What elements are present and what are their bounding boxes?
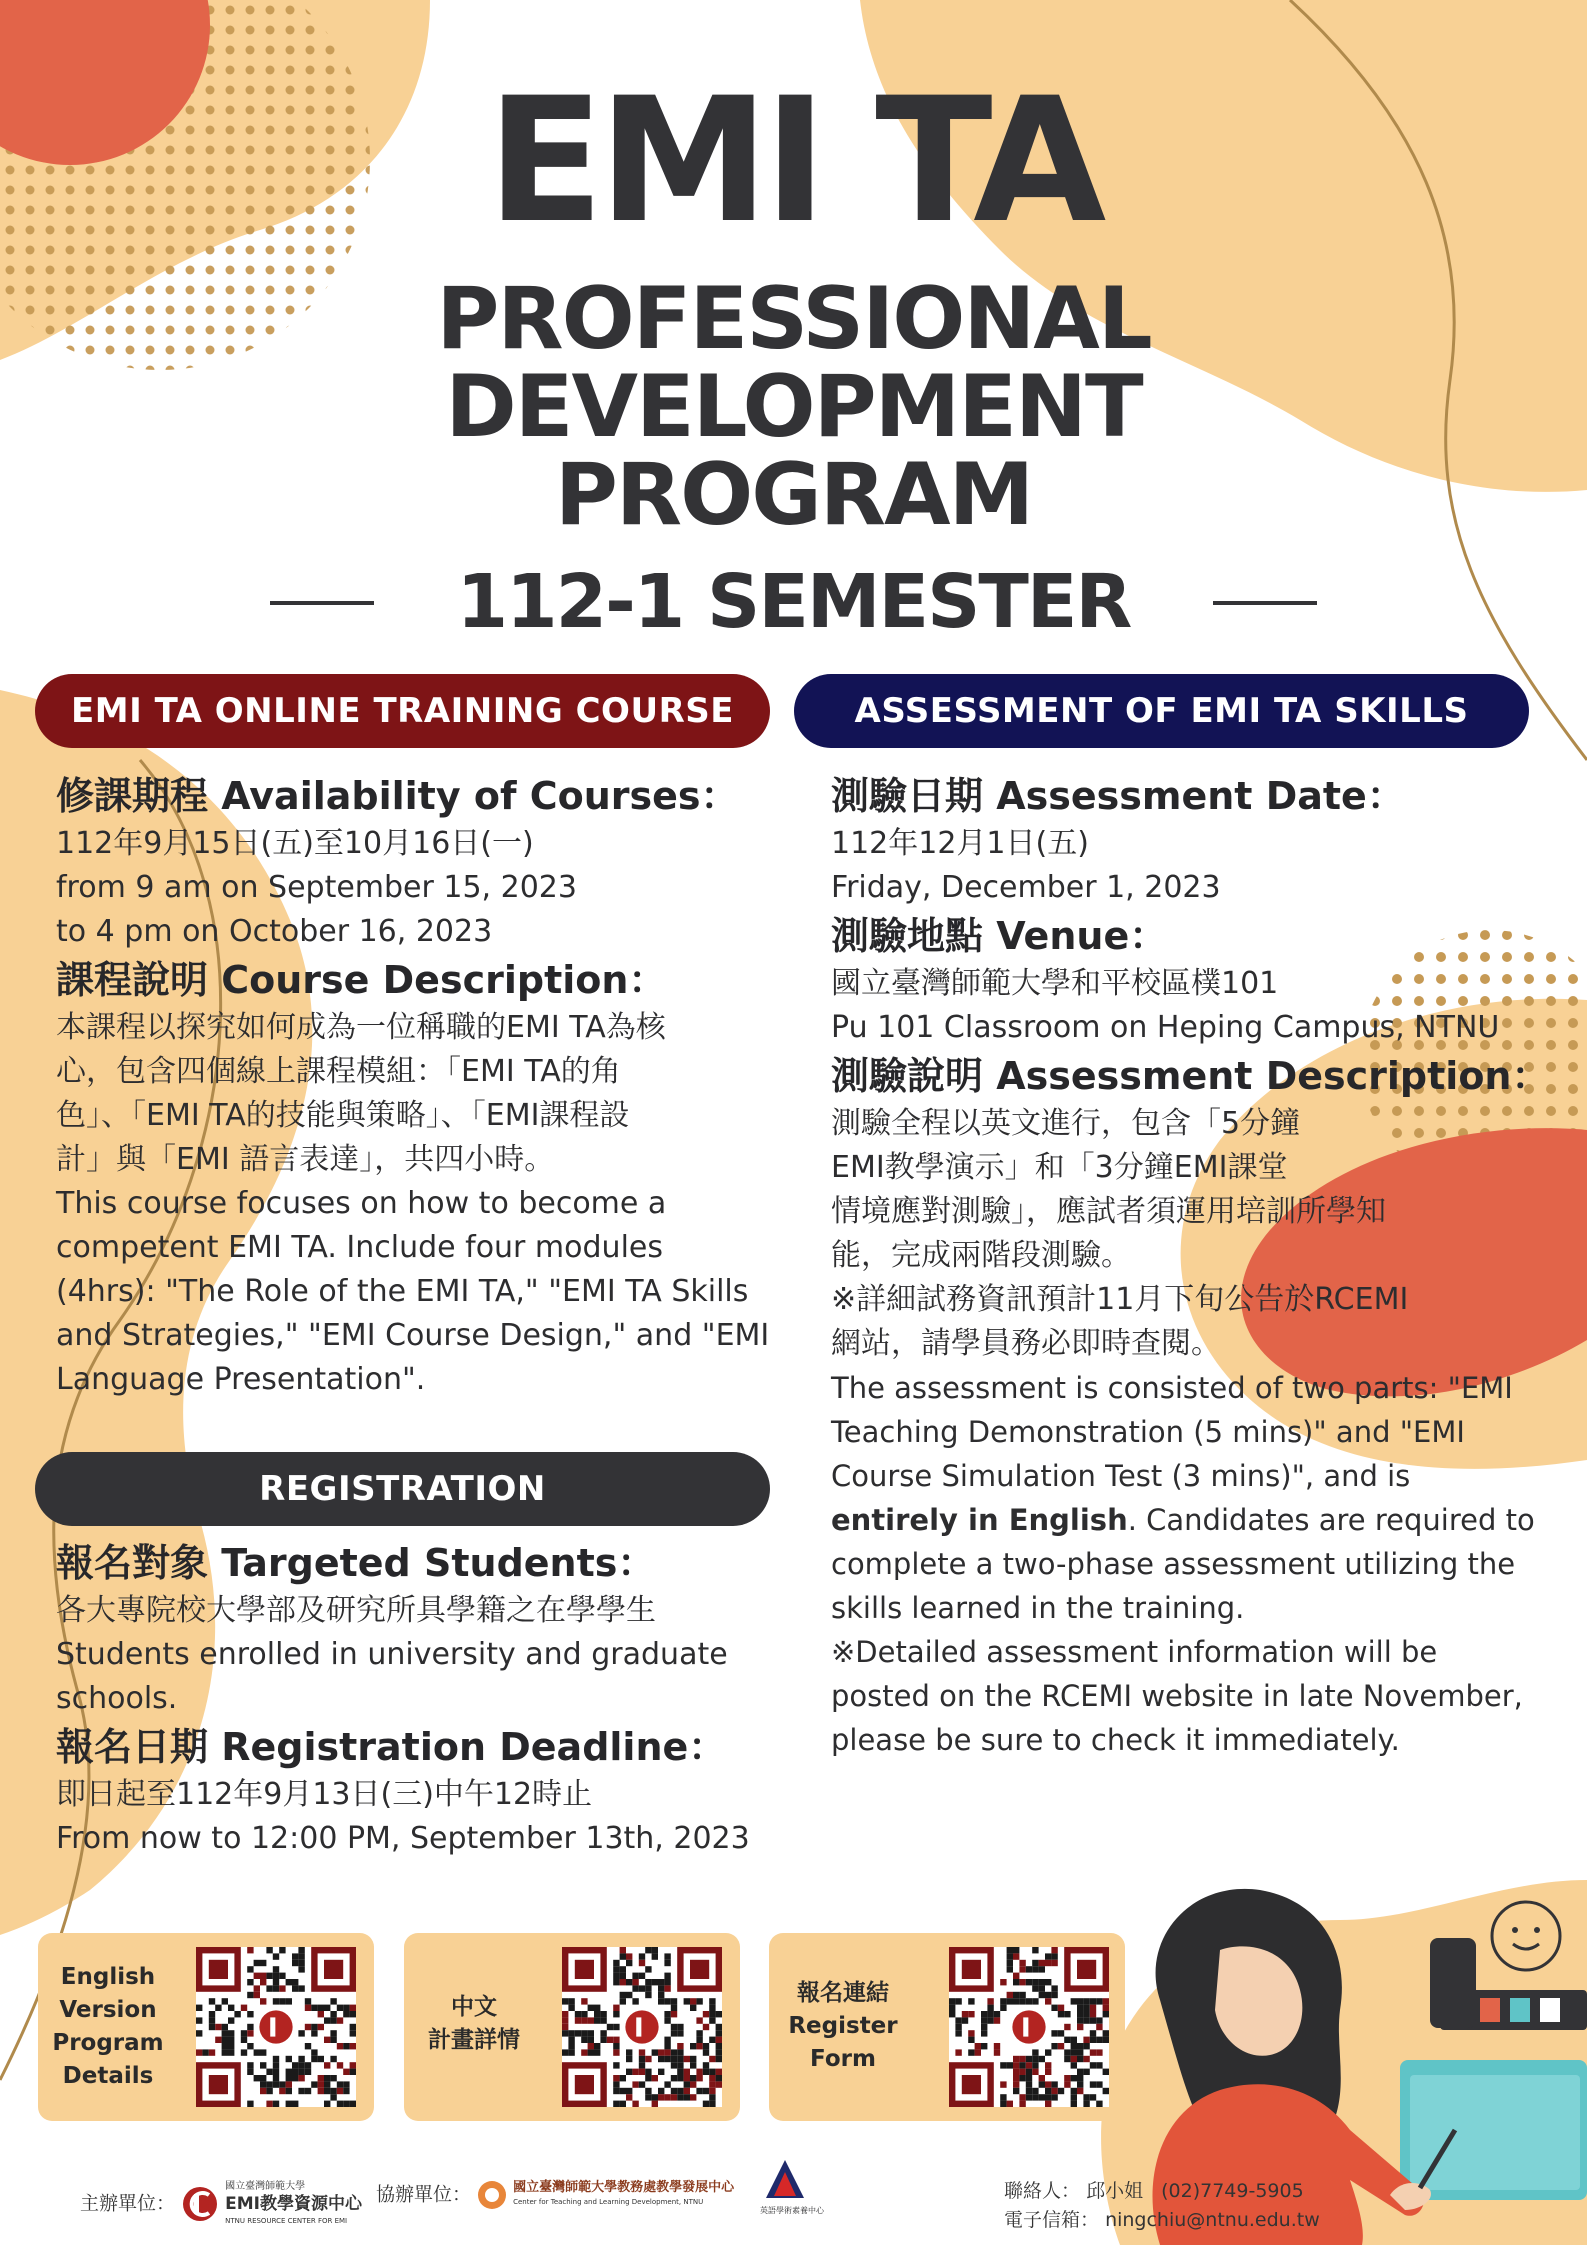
registration-deadline-en: From now to 12:00 PM, September 13th, 2023 — [56, 1821, 750, 1856]
assessment-description-en-line: complete a two-phase assessment utilizing the — [831, 1547, 1516, 1581]
targeted-students-zh: 各大專院校大學部及研究所具學籍之在學學生 — [56, 1593, 656, 1628]
organizer-en: NTNU RESOURCE CENTER FOR EMI — [225, 2217, 348, 2225]
training-course-pill: EMI TA ONLINE TRAINING COURSE — [35, 674, 770, 748]
title-line-program: PROGRAM — [554, 445, 1033, 545]
phone-icon — [1430, 1938, 1476, 2028]
email-label: 電子信箱： — [1004, 2209, 1100, 2231]
organizer-block — [80, 2180, 362, 2228]
assessment-date-zh: 112年12月1日(五) — [831, 826, 1089, 861]
assessment-description-en-line: posted on the RCEMI website in late November, — [831, 1679, 1523, 1713]
course-description-en-line: competent EMI TA. Include four modules — [56, 1230, 663, 1265]
assessment-description-en-line: Course Simulation Test (3 mins)", and is — [831, 1459, 1411, 1493]
rcemi-logo — [181, 2185, 219, 2223]
assessment-description-en-line: ※Detailed assessment information will be — [831, 1635, 1438, 1669]
availability-zh: 112年9月15日(五)至10月16日(一) — [56, 826, 534, 861]
venue-zh: 國立臺灣師範大學和平校區樸101 — [831, 966, 1279, 1001]
course-description-zh-line: 本課程以探究如何成為一位稱職的EMI TA為核 — [56, 1010, 666, 1045]
registration-deadline-zh: 即日起至112年9月13日(三)中午12時止 — [56, 1777, 593, 1812]
assessment-description-heading: 測驗說明 Assessment Description： — [831, 1054, 1550, 1098]
assessment-date-en: Friday, December 1, 2023 — [831, 870, 1221, 905]
coorganizer-label: 協辦單位： — [376, 2183, 472, 2206]
assessment-description-en-line: skills learned in the training. — [831, 1591, 1245, 1625]
ctld-logo — [477, 2180, 507, 2210]
smiley-face-icon — [1492, 1902, 1560, 1970]
course-description-zh-line: 計」與「EMI 語言表達」，共四小時。 — [56, 1142, 555, 1177]
venue-en: Pu 101 Classroom on Heping Campus, NTNU — [831, 1010, 1500, 1045]
elsa-name: 英語學術素養中心 — [760, 2206, 824, 2215]
course-description-zh-line: 色」、「EMI TA的技能與策略」、「EMI課程設 — [56, 1098, 630, 1133]
assessment-date-heading: 測驗日期 Assessment Date： — [831, 774, 1405, 818]
assessment-description-zh-line: ※詳細試務資訊預計11月下旬公告於RCEMI — [831, 1282, 1409, 1317]
organizer-university: 國立臺灣師範大學 — [225, 2181, 306, 2192]
assessment-description-en-line — [831, 1498, 1571, 1542]
elsa-logo — [760, 2158, 824, 2216]
qr-card-register-label: 報名連結 Register Form — [788, 1980, 898, 2072]
availability-en-end: to 4 pm on October 16, 2023 — [56, 914, 493, 949]
semester-label: 112-1 SEMESTER — [456, 559, 1131, 645]
registration-pill: REGISTRATION — [35, 1452, 770, 1526]
assessment-description-en-line: please be sure to check it immediately. — [831, 1723, 1400, 1757]
course-description-en-line: and Strategies," "EMI Course Design," and "EMI — [56, 1318, 770, 1353]
email-line — [1004, 2207, 1320, 2233]
qr-card-register[interactable] — [769, 1933, 1125, 2121]
availability-heading: 修課期程 Availability of Courses： — [56, 774, 739, 818]
registration-deadline-heading: 報名日期 Registration Deadline： — [56, 1725, 727, 1769]
assessment-pill: ASSESSMENT OF EMI TA SKILLS — [794, 674, 1529, 748]
qr-card-chinese-label: 中文 計畫詳情 — [428, 1994, 520, 2053]
coorganizer-en: Center for Teaching and Learning Development, NTNU — [513, 2198, 704, 2206]
entirely-in-english: entirely in English — [831, 1503, 1128, 1537]
course-description-zh-line: 心，包含四個線上課程模組：「EMI TA的角 — [56, 1054, 621, 1089]
assessment-description-en-line: The assessment is consisted of two parts: "EMI — [831, 1371, 1513, 1405]
assessment-description-zh-line: 網站，請學員務必即時查閱。 — [831, 1326, 1221, 1361]
training-section — [56, 770, 786, 1402]
title-line-development: DEVELOPMENT — [445, 357, 1142, 457]
availability-en-start: from 9 am on September 15, 2023 — [56, 870, 577, 905]
venue-heading: 測驗地點 Venue： — [831, 914, 1168, 958]
semester-rule-right — [1213, 601, 1317, 605]
qr-card-english-label: English Version Program Details — [52, 1964, 164, 2089]
assessment-description-zh-line: 測驗全程以英文進行，包含「5分鐘 — [831, 1106, 1301, 1141]
coorganizer-name: 國立臺灣師範大學教務處教學發展中心 — [513, 2180, 735, 2195]
organizer-label: 主辦單位： — [80, 2192, 176, 2215]
contact-line — [1004, 2178, 1304, 2204]
qr-card-english[interactable] — [38, 1933, 374, 2121]
qr-card-chinese[interactable] — [404, 1933, 740, 2121]
qr-code-register-icon[interactable] — [949, 1947, 1109, 2107]
contact-label: 聯絡人： — [1004, 2180, 1081, 2202]
assessment-description-zh-line: EMI教學演示」和「3分鐘EMI課堂 — [831, 1150, 1288, 1185]
qr-code-chinese-icon[interactable] — [562, 1947, 722, 2107]
title-line-professional: PROFESSIONAL — [436, 269, 1151, 369]
coorganizer-block — [376, 2180, 734, 2210]
registration-section — [56, 1537, 796, 1861]
email-link[interactable]: ningchiu@ntnu.edu.tw — [1105, 2209, 1320, 2231]
course-description-en-line: Language Presentation". — [56, 1362, 426, 1397]
assessment-description-en-line: Teaching Demonstration (5 mins)" and "EMI — [831, 1415, 1465, 1449]
course-description-heading: 課程說明 Course Description： — [56, 958, 667, 1002]
assessment-description-zh-line: 能，完成兩階段測驗。 — [831, 1238, 1131, 1273]
course-description-en-line: This course focuses on how to become a — [56, 1186, 667, 1221]
targeted-students-en: Students enrolled in university and graduate — [56, 1637, 728, 1672]
contact-name: 邱小姐 — [1086, 2180, 1144, 2202]
contact-phone: (02)7749-5905 — [1161, 2180, 1304, 2202]
course-description-en-line: (4hrs): "The Role of the EMI TA," "EMI TA Skills — [56, 1274, 749, 1309]
assessment-description-zh-line: 情境應對測驗」，應試者須運用培訓所學知 — [831, 1194, 1386, 1229]
organizer-name: EMI教學資源中心 — [225, 2194, 362, 2214]
qr-code-english-icon[interactable] — [196, 1947, 356, 2107]
targeted-students-en-cont: schools. — [56, 1681, 178, 1716]
assessment-section — [831, 770, 1571, 1762]
assessment-description-en-rest: . Candidates are required to — [1127, 1503, 1535, 1537]
targeted-students-heading: 報名對象 Targeted Students： — [56, 1541, 656, 1585]
elsa-logo-icon — [764, 2158, 806, 2202]
main-title: EMI TA — [486, 60, 1101, 261]
